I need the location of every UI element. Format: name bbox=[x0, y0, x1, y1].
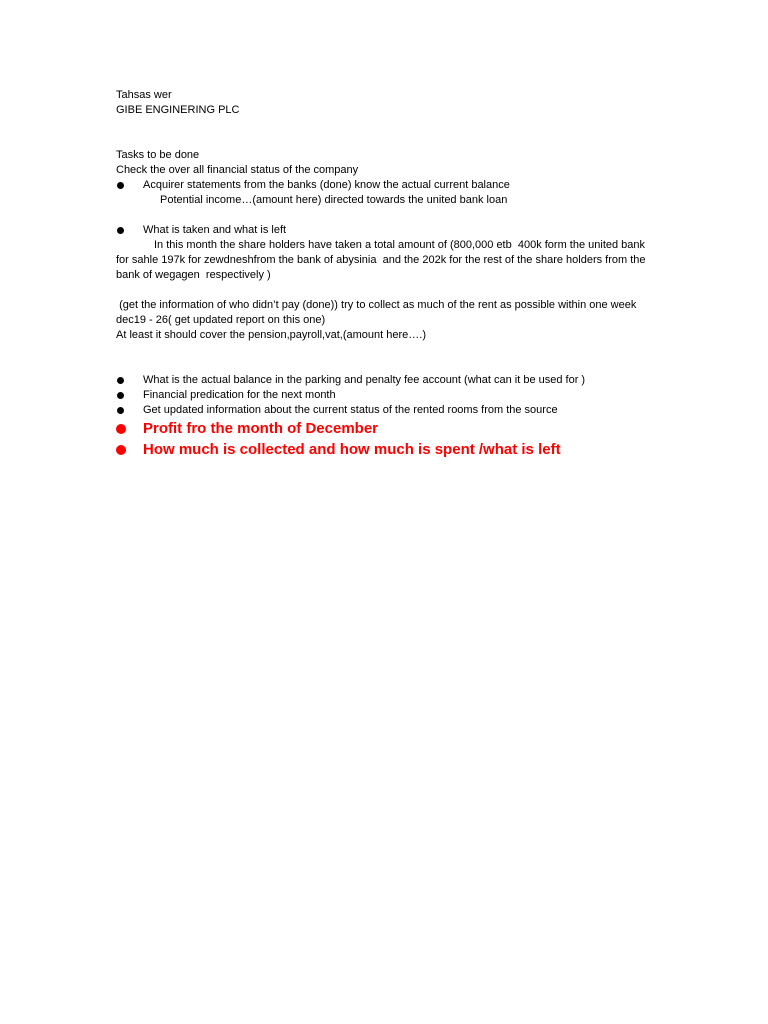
tasks-heading: Tasks to be done bbox=[116, 149, 200, 161]
bullet-icon bbox=[117, 377, 124, 384]
spacer bbox=[116, 343, 646, 373]
document-body bbox=[116, 88, 649, 460]
spacer bbox=[116, 283, 646, 298]
list-item bbox=[116, 178, 646, 193]
highlighted-item-text: Profit fro the month of December bbox=[143, 420, 379, 437]
company-name: GIBE ENGINERING PLC bbox=[116, 104, 240, 116]
bullet-icon bbox=[117, 227, 124, 234]
spacer bbox=[116, 118, 646, 148]
spacer bbox=[116, 208, 646, 223]
bullet-icon bbox=[117, 392, 124, 399]
check-status-line: Check the over all financial status of the company bbox=[116, 164, 359, 176]
highlighted-list-item bbox=[116, 418, 646, 439]
highlighted-list-item bbox=[116, 439, 646, 460]
bullet-icon bbox=[117, 182, 124, 189]
list-item-text: Financial predication for the next month bbox=[143, 389, 336, 401]
author-line: Tahsas wer bbox=[116, 89, 172, 101]
list-item bbox=[116, 403, 646, 418]
list-item bbox=[116, 223, 646, 238]
bullet-icon bbox=[117, 407, 124, 414]
list-item bbox=[116, 373, 646, 388]
list-item-text: Acquirer statements from the banks (done) know the actual current balance bbox=[143, 179, 510, 191]
share-holders-paragraph: In this month the share holders have taken a total amount of (800,000 etb 400k form the united bank for sahle 197k for zewdneshfrom the bank of abysinia and the 202k for the rest of the share holders from the bank of wegagen respectively ) bbox=[116, 239, 649, 281]
list-item bbox=[116, 388, 646, 403]
list-item-text: What is taken and what is left bbox=[143, 224, 287, 236]
list-item-text: Get updated information about the current status of the rented rooms from the source bbox=[143, 404, 558, 416]
potential-income-line: Potential income…(amount here) directed towards the united bank loan bbox=[160, 194, 508, 206]
list-item-text: What is the actual balance in the parking and penalty fee account (what can it be used for ) bbox=[143, 374, 586, 386]
highlighted-item-text: How much is collected and how much is spent /what is left bbox=[143, 441, 561, 458]
cover-costs-line: At least it should cover the pension,payroll,vat,(amount here….) bbox=[116, 329, 426, 341]
red-bullet-icon bbox=[116, 424, 126, 434]
rent-collection-paragraph: (get the information of who didn’t pay (done)) try to collect as much of the rent as possible within one week dec19 - 26( get updated report on this one) bbox=[116, 299, 640, 326]
red-bullet-icon bbox=[116, 445, 126, 455]
